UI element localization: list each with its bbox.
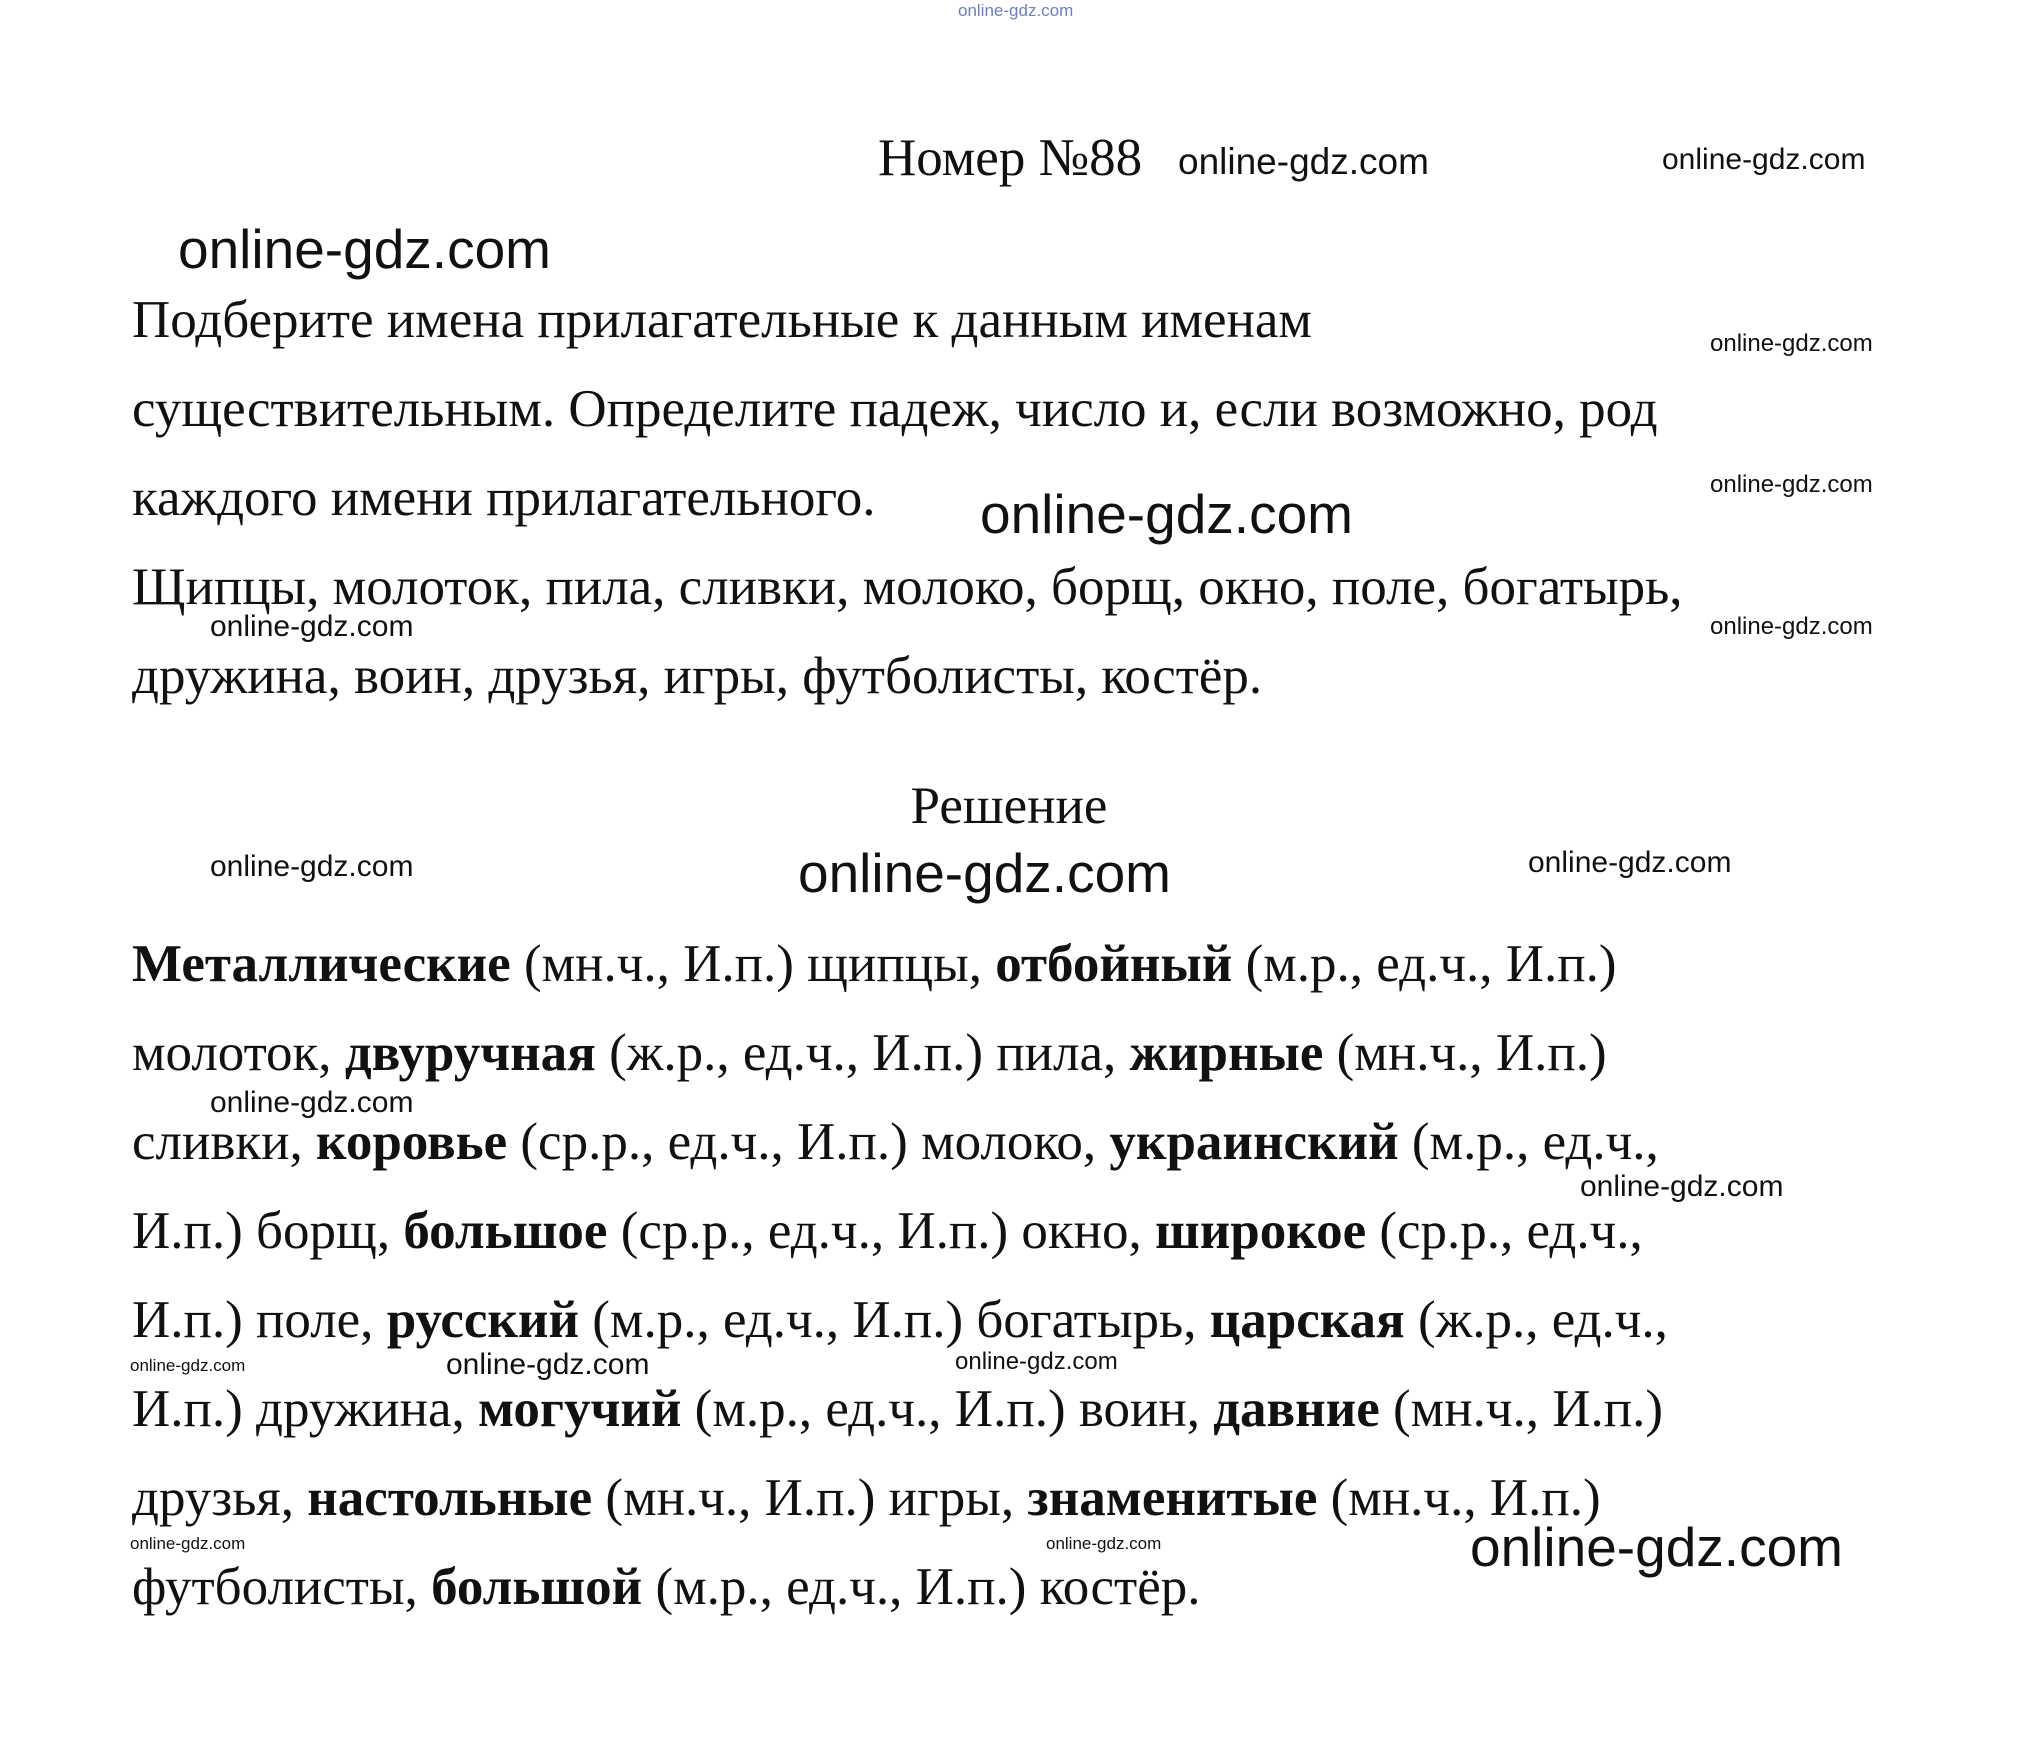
watermark: online-gdz.com: [178, 218, 551, 280]
grammar-text: (ср.р., ед.ч., И.п.) окно,: [607, 1202, 1155, 1260]
adjective-bold: большой: [431, 1558, 643, 1616]
watermark-top: online-gdz.com: [958, 1, 1074, 20]
grammar-text: (м.р., ед.ч., И.п.) воин,: [681, 1380, 1214, 1438]
adjective-bold: жирные: [1129, 1024, 1324, 1082]
watermark: online-gdz.com: [210, 1086, 414, 1119]
watermark: online-gdz.com: [1178, 141, 1429, 182]
watermark: online-gdz.com: [130, 1534, 246, 1553]
task-line: существительным. Определите падеж, число и, если возможно, род: [132, 380, 1658, 438]
adjective-bold: широкое: [1155, 1202, 1367, 1260]
grammar-text: (м.р., ед.ч., И.п.) богатырь,: [579, 1291, 1210, 1349]
adjective-bold: украинский: [1109, 1113, 1399, 1171]
watermark: online-gdz.com: [955, 1348, 1118, 1375]
solution-line: [132, 920, 1952, 1009]
task-line: каждого имени прилагательного.: [132, 469, 876, 527]
watermark: online-gdz.com: [210, 850, 414, 883]
grammar-text: друзья,: [132, 1469, 308, 1527]
solution-line: [132, 1009, 1952, 1098]
adjective-bold: настольные: [307, 1469, 593, 1527]
watermark: online-gdz.com: [980, 483, 1353, 545]
solution-heading: Решение: [910, 777, 1108, 835]
grammar-text: И.п.) дружина,: [132, 1380, 478, 1438]
grammar-text: (м.р., ед.ч.,: [1398, 1113, 1659, 1171]
watermark: online-gdz.com: [210, 610, 414, 643]
watermark: online-gdz.com: [1710, 613, 1873, 640]
watermark: online-gdz.com: [1710, 471, 1873, 498]
watermark: online-gdz.com: [1580, 1170, 1784, 1203]
grammar-text: сливки,: [132, 1113, 316, 1171]
grammar-text: футболисты,: [132, 1558, 432, 1616]
grammar-text: (м.р., ед.ч., И.п.): [1232, 935, 1617, 993]
grammar-text: (ж.р., ед.ч., И.п.) пила,: [595, 1024, 1130, 1082]
adjective-bold: Металлические: [132, 935, 511, 993]
task-line: Подберите имена прилагательные к данным именам: [132, 291, 1312, 349]
grammar-text: (м.р., ед.ч., И.п.) костёр.: [642, 1558, 1201, 1616]
watermark: online-gdz.com: [1470, 1516, 1843, 1578]
task-line: Щипцы, молоток, пила, сливки, молоко, борщ, окно, поле, богатырь,: [132, 558, 1683, 616]
grammar-text: (ср.р., ед.ч., И.п.) молоко,: [507, 1113, 1110, 1171]
grammar-text: (мн.ч., И.п.): [1317, 1469, 1601, 1527]
adjective-bold: большое: [403, 1202, 608, 1260]
watermark: online-gdz.com: [1528, 846, 1732, 879]
watermark: online-gdz.com: [1046, 1534, 1162, 1553]
grammar-text: молоток,: [132, 1024, 345, 1082]
adjective-bold: могучий: [477, 1380, 682, 1438]
adjective-bold: знаменитые: [1027, 1469, 1318, 1527]
grammar-text: И.п.) поле,: [132, 1291, 387, 1349]
grammar-text: (ж.р., ед.ч.,: [1404, 1291, 1668, 1349]
adjective-bold: царская: [1209, 1291, 1405, 1349]
grammar-text: (мн.ч., И.п.): [1379, 1380, 1664, 1438]
grammar-text: (мн.ч., И.п.): [1323, 1024, 1607, 1082]
watermark: online-gdz.com: [1710, 330, 1873, 357]
grammar-text: (ср.р., ед.ч.,: [1366, 1202, 1643, 1260]
adjective-bold: давние: [1213, 1380, 1380, 1438]
watermark: online-gdz.com: [130, 1356, 246, 1375]
watermark: online-gdz.com: [798, 842, 1171, 904]
page-title: Номер №88: [878, 129, 1143, 187]
adjective-bold: двуручная: [344, 1024, 596, 1082]
grammar-text: И.п.) борщ,: [132, 1202, 404, 1260]
task-line: дружина, воин, друзья, игры, футболисты, костёр.: [132, 647, 1263, 705]
adjective-bold: коровье: [315, 1113, 508, 1171]
solution-line: [132, 1365, 1952, 1454]
watermark: online-gdz.com: [446, 1348, 650, 1381]
adjective-bold: русский: [386, 1291, 579, 1349]
adjective-bold: отбойный: [995, 935, 1233, 993]
grammar-text: (мн.ч., И.п.) игры,: [592, 1469, 1028, 1527]
watermark: online-gdz.com: [1662, 143, 1866, 176]
grammar-text: (мн.ч., И.п.) щипцы,: [510, 935, 996, 993]
